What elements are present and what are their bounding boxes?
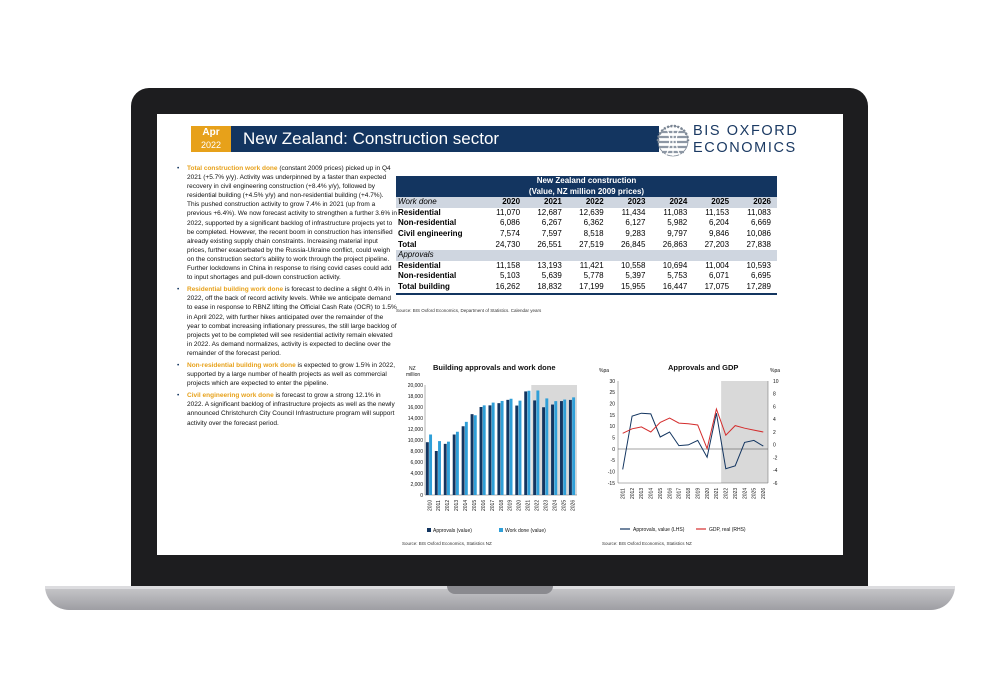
- x-tick-label: 2019: [695, 487, 702, 499]
- section-label: Work done: [396, 197, 484, 208]
- logo-line1: BIS OXFORD: [693, 123, 799, 139]
- x-tick-label: 2013: [639, 487, 646, 499]
- x-tick-label: 2011: [436, 500, 443, 511]
- year-header: 2026: [735, 197, 777, 208]
- legend-label: Approvals (value): [433, 528, 472, 534]
- table-cell: 16,262: [484, 282, 526, 294]
- row-label: Residential: [398, 260, 441, 270]
- y-tick-label: 0: [420, 492, 423, 499]
- laptop-opening-notch: [447, 586, 553, 594]
- table-cell: 11,421: [579, 260, 604, 270]
- table-cell: 5,103: [499, 271, 521, 281]
- bar-approvals: [506, 400, 509, 495]
- bullet-residential: [175, 285, 397, 358]
- table-cell: 6,204: [709, 218, 730, 228]
- bar-work-done: [519, 401, 522, 495]
- bullet-text: is expected to grow 1.5% in 2022, supported by a large number of health projects as well as commercial projects which are expected to enter the pipeline.: [187, 361, 396, 388]
- construction-table: [396, 176, 777, 295]
- laptop-chin: [131, 555, 868, 586]
- laptop-base: [45, 586, 955, 610]
- bar-approvals: [426, 442, 429, 495]
- bullet-highlight: Residential building work done: [187, 286, 284, 294]
- table-cell: 6,086: [499, 218, 521, 228]
- y-left-tick-label: 5: [612, 435, 615, 442]
- x-tick-label: 2025: [751, 487, 758, 499]
- bar-approvals: [488, 405, 491, 495]
- table-cell: 11,158: [496, 260, 521, 270]
- table-cell: 7,574: [499, 228, 521, 238]
- table-cell: 27,838: [746, 239, 771, 249]
- y-tick-label: 12,000: [407, 426, 423, 433]
- legend-label: GDP, real (RHS): [709, 527, 746, 533]
- bar-approvals: [560, 401, 563, 495]
- table-cell: 26,551: [537, 239, 562, 249]
- y-right-tick-label: -4: [773, 468, 778, 475]
- bar-approvals: [497, 403, 500, 495]
- y-axis-right-label: %pa: [770, 368, 781, 374]
- bar-work-done: [536, 390, 539, 495]
- y-right-tick-label: 8: [773, 391, 776, 398]
- y-right-tick-label: -2: [773, 455, 778, 462]
- table-cell: 12,639: [579, 207, 604, 217]
- y-right-tick-label: -6: [773, 480, 778, 487]
- x-tick-label: 2012: [445, 499, 452, 511]
- y-tick-label: 2,000: [410, 481, 423, 488]
- table-cell: 17,289: [735, 282, 777, 294]
- table-cell: 10,086: [746, 228, 771, 238]
- row-label: Residential: [398, 207, 441, 217]
- year-header: 2021: [526, 197, 568, 208]
- y-right-tick-label: 4: [773, 417, 776, 424]
- bullet-text: (constant 2009 prices) picked up in Q4 2021 (+5.7% y/y). Activity was underpinned by a faster than expected recovery in civil engineering construction (+8.4% y/y), followed by residential building (+4.5% y/y) and non-residential building (+4.7%). This pushed construction activity to grow 7.4% in 2021 (up from a previous +6.4%). We now forecast activity to strengthen a further 3.6% in 2022, supported by a significant backlog of infrastructure projects yet to be completed. However, the recent boom in construction has intensified already existing supply chain constraints. Increasing material input prices, further exacerbated by the Russia-Ukraine conflict, could weigh on the construction sector's ability to work through the project pipeline. Further lockdowns in China in response to rising covid cases could add to input shortages and pull-down construction activity.: [187, 165, 397, 282]
- table-subtitle: (Value, NZ million 2009 prices): [396, 187, 777, 198]
- y-axis-left-label: %pa: [599, 368, 610, 374]
- bullet-total-construction: [175, 164, 397, 282]
- table-cell: 27,519: [579, 239, 604, 249]
- bar-approvals: [569, 400, 572, 495]
- y-tick-label: 10,000: [407, 437, 423, 444]
- table-cell: 11,153: [705, 207, 730, 217]
- y-axis-label: million: [406, 372, 421, 378]
- y-right-tick-label: 6: [773, 404, 776, 411]
- x-tick-label: 2023: [732, 487, 739, 499]
- chart1-source: Source: BIS Oxford Economics, Statistics NZ: [402, 541, 492, 546]
- bullet-dot-icon: •: [177, 286, 180, 294]
- table-cell: 9,283: [625, 228, 646, 238]
- x-tick-label: 2016: [480, 499, 487, 511]
- bar-work-done: [545, 398, 548, 495]
- table-row: [396, 261, 777, 272]
- row-label: Civil engineering: [398, 228, 463, 238]
- chart2-source: Source: BIS Oxford Economics, Statistics NZ: [602, 541, 692, 546]
- y-right-tick-label: 10: [773, 378, 779, 385]
- legend-label: Work done (value): [505, 528, 546, 534]
- y-right-tick-label: 2: [773, 429, 776, 436]
- bullet-civil-engineering: [175, 391, 397, 427]
- x-tick-label: 2012: [629, 487, 636, 499]
- year-header: 2022: [568, 197, 610, 208]
- x-tick-label: 2017: [489, 499, 496, 511]
- bar-work-done: [438, 441, 441, 495]
- section-label: Approvals: [396, 250, 777, 261]
- table-cell: 6,267: [541, 218, 562, 228]
- bar-work-done: [465, 422, 468, 495]
- x-tick-label: 2018: [686, 487, 693, 499]
- table-cell: 15,955: [610, 282, 652, 294]
- bar-work-done: [474, 415, 477, 495]
- table-cell: 11,004: [705, 260, 730, 270]
- bar-work-done: [554, 401, 557, 495]
- row-label: Non-residential: [398, 218, 457, 228]
- row-label: Non-residential: [398, 271, 457, 281]
- x-tick-label: 2020: [704, 487, 711, 499]
- table-cell: 10,593: [746, 260, 771, 270]
- x-tick-label: 2018: [498, 499, 505, 511]
- report-title: New Zealand: Construction sector: [231, 126, 659, 152]
- x-tick-label: 2010: [427, 499, 434, 511]
- year-header: 2025: [693, 197, 735, 208]
- bar-approvals: [551, 405, 554, 495]
- chart-title: Approvals and GDP: [668, 363, 739, 372]
- table-row: [396, 208, 777, 219]
- x-tick-label: 2014: [648, 487, 655, 499]
- logo-wordmark: [693, 123, 798, 157]
- table-cell: 6,695: [750, 271, 771, 281]
- table-title: New Zealand construction: [396, 176, 777, 187]
- x-tick-label: 2019: [507, 499, 514, 511]
- y-tick-label: 20,000: [407, 382, 423, 389]
- bar-approvals: [542, 407, 545, 495]
- table-cell: 7,597: [541, 228, 562, 238]
- bullet-highlight: Total construction work done: [187, 165, 278, 172]
- screen: [157, 114, 843, 555]
- report-month: Apr: [202, 127, 220, 138]
- y-tick-label: 18,000: [407, 393, 423, 400]
- table-cell: 12,687: [537, 207, 562, 217]
- table-cell: 11,434: [621, 207, 646, 217]
- bullet-text: is forecast to grow a strong 12.1% in 2022. A significant backlog of infrastructure projects as well as the newly announced Christchurch City Council Infrastructure program will support activity over the forecast period.: [187, 392, 395, 427]
- x-tick-label: 2026: [570, 499, 577, 511]
- bar-work-done: [501, 401, 504, 495]
- table-cell: 27,203: [704, 239, 730, 249]
- bar-approvals: [462, 426, 465, 495]
- chart-title: Building approvals and work done: [433, 363, 556, 372]
- y-left-tick-label: 0: [612, 446, 615, 453]
- table-cell: 10,694: [662, 260, 688, 270]
- bullet-highlight: Civil engineering work done: [187, 392, 274, 400]
- bar-approvals: [444, 444, 447, 495]
- table-cell: 16,447: [651, 282, 693, 294]
- table-cell: 6,362: [583, 218, 604, 228]
- report-year: 2022: [200, 140, 222, 150]
- y-tick-label: 6,000: [410, 459, 423, 466]
- x-tick-label: 2021: [525, 499, 532, 511]
- table-row-total: [396, 240, 777, 251]
- x-tick-label: 2024: [742, 487, 749, 499]
- report-date-badge: [191, 126, 231, 152]
- table-cell: 6,071: [709, 271, 730, 281]
- x-tick-label: 2016: [667, 487, 674, 499]
- x-tick-label: 2022: [723, 487, 730, 499]
- table-cell: 13,193: [537, 260, 562, 270]
- table-cell: 5,982: [667, 218, 688, 228]
- year-header: 2023: [610, 197, 652, 208]
- row-label: Total building: [396, 282, 484, 294]
- x-tick-label: 2014: [463, 499, 470, 511]
- bar-approvals: [435, 451, 438, 495]
- table-row: [396, 271, 777, 282]
- commentary-bullets: [175, 164, 397, 431]
- bar-work-done: [492, 403, 495, 495]
- x-tick-label: 2025: [561, 499, 568, 511]
- bar-work-done: [456, 432, 459, 495]
- y-left-tick-label: 10: [609, 424, 615, 431]
- y-left-tick-label: -10: [607, 469, 615, 476]
- bullet-dot-icon: •: [177, 165, 180, 172]
- bar-work-done: [527, 391, 530, 495]
- table-row: [396, 229, 777, 240]
- x-tick-label: 2026: [761, 487, 768, 499]
- table-cell: 10,558: [620, 260, 646, 270]
- table-cell: 6,669: [750, 218, 771, 228]
- table-cell: 5,639: [541, 271, 562, 281]
- x-tick-label: 2021: [714, 487, 721, 499]
- table-cell: 11,083: [663, 207, 688, 217]
- x-tick-label: 2011: [620, 488, 627, 499]
- y-left-tick-label: 20: [609, 401, 615, 408]
- bullet-dot-icon: •: [177, 361, 180, 369]
- table-section-work-done: [396, 197, 777, 208]
- table-cell: 5,778: [583, 271, 604, 281]
- bar-work-done: [510, 399, 513, 495]
- table-section-approvals: [396, 250, 777, 261]
- x-tick-label: 2022: [534, 499, 541, 511]
- y-right-tick-label: 0: [773, 442, 776, 449]
- table-cell: 11,070: [496, 207, 521, 217]
- x-tick-label: 2015: [657, 487, 664, 499]
- bar-work-done: [563, 400, 566, 495]
- table-cell: 9,846: [709, 228, 730, 238]
- table-cell: 24,730: [495, 239, 521, 249]
- table-row: [396, 218, 777, 229]
- table-row-total: [396, 282, 777, 294]
- approvals-gdp-chart: [598, 358, 788, 538]
- table-cell: 18,832: [526, 282, 568, 294]
- table-cell: 5,753: [667, 271, 688, 281]
- y-tick-label: 16,000: [407, 404, 423, 411]
- table-cell: 11,083: [747, 207, 771, 217]
- y-left-tick-label: 15: [609, 412, 615, 419]
- building-approvals-chart: [397, 358, 587, 538]
- bar-work-done: [572, 397, 575, 495]
- table-cell: 26,845: [620, 239, 646, 249]
- bar-approvals: [480, 407, 483, 495]
- bar-approvals: [453, 435, 456, 496]
- table-cell: 17,199: [568, 282, 610, 294]
- table-cell: 17,075: [693, 282, 735, 294]
- table-cell: 5,397: [625, 271, 646, 281]
- y-left-tick-label: 25: [609, 390, 615, 397]
- bar-work-done: [483, 405, 486, 495]
- table-cell: 9,797: [667, 228, 688, 238]
- x-tick-label: 2013: [454, 499, 461, 511]
- table-cell: 26,863: [662, 239, 688, 249]
- bullet-non-residential: [175, 361, 397, 388]
- y-tick-label: 8,000: [410, 448, 423, 455]
- x-tick-label: 2017: [676, 487, 683, 499]
- bar-approvals: [533, 400, 536, 495]
- bullet-text: is forecast to decline a slight 0.4% in 2022, off the back of record activity levels. While we anticipate demand to ease in response to RBNZ lifting the Official Cash Rate (OCR) to 1.5% in April 2022, with further hikes anticipated over the remainder of the year to combat increasing inflationary pressures, the still large backlog of projects yet to be completed will see residential activity remain elevated in 2022. As demand normalizes, activity is expected to decline over the remainder of the forecast period.: [187, 286, 397, 357]
- legend-swatch: [427, 528, 431, 532]
- y-tick-label: 4,000: [410, 470, 423, 477]
- year-header: 2024: [651, 197, 693, 208]
- x-tick-label: 2015: [471, 499, 478, 511]
- bar-work-done: [447, 442, 450, 495]
- x-tick-label: 2023: [543, 499, 550, 511]
- table-cell: 6,127: [625, 218, 646, 228]
- bullet-dot-icon: •: [177, 392, 180, 400]
- bar-approvals: [515, 406, 518, 495]
- x-tick-label: 2020: [516, 499, 523, 511]
- y-left-tick-label: -5: [610, 458, 615, 465]
- year-header: 2020: [484, 197, 526, 208]
- y-left-tick-label: 30: [609, 378, 615, 385]
- bar-work-done: [429, 435, 432, 496]
- y-left-tick-label: -15: [607, 480, 615, 487]
- row-label: Total: [398, 239, 417, 249]
- legend-label: Approvals, value (LHS): [633, 527, 685, 533]
- x-tick-label: 2024: [552, 499, 559, 511]
- y-axis-label: NZ: [409, 366, 416, 372]
- table-cell: 8,518: [583, 228, 604, 238]
- y-tick-label: 14,000: [407, 415, 423, 422]
- bar-approvals: [471, 414, 474, 495]
- table-source: Source: BIS Oxford Economics, Department of Statistics. Calendar years: [396, 308, 542, 313]
- bar-approvals: [524, 391, 527, 495]
- bullet-highlight: Non-residential building work done: [187, 361, 296, 369]
- logo-line2: ECONOMICS: [693, 140, 797, 156]
- legend-swatch: [499, 528, 503, 532]
